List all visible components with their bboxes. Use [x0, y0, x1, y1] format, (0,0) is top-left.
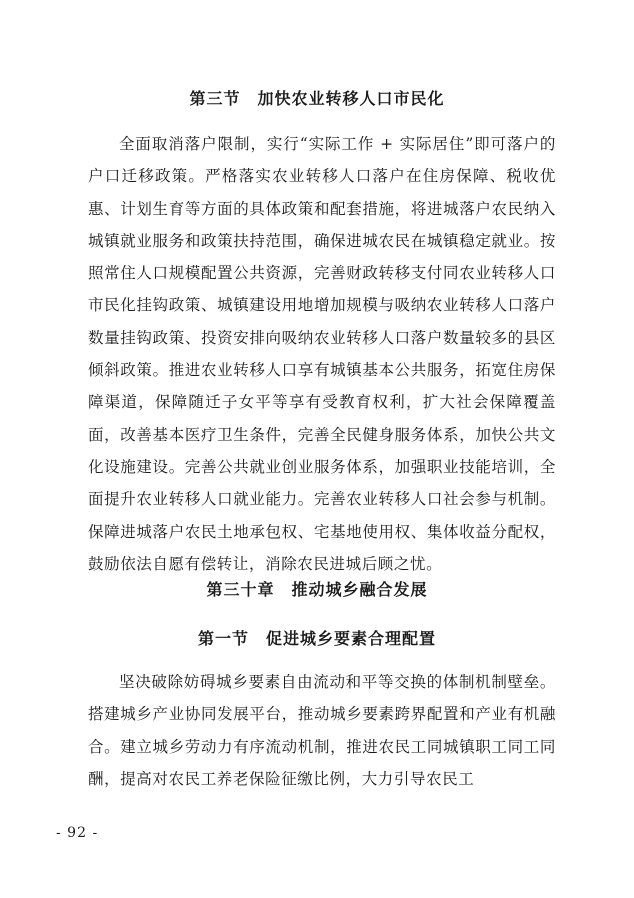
paragraph-factor-allocation: 坚决破除妨碍城乡要素自由流动和平等交换的体制机制壁垒。搭建城乡产业协同发展平台，推动城乡要素跨界配置和产业有机融合。建立城乡劳动力有序流动机制，推进农民工同城镇职工同工同酬，提高对农民工养老保险征缴比例，大力引导农民工 [88, 673, 556, 788]
paragraph-urbanization-policy: 全面取消落户限制，实行“实际工作 + 实际居住”即可落户的户口迁移政策。严格落实农业转移人口落户在住房保障、税收优惠、计划生育等方面的具体政策和配套措施，将进城落户农民纳入城镇就业服务和政策扶持范围，确保进城农民在城镇稳定就业。按照常住人口规模配置公共资源，完善财政转移支付同农业转移人口市民化挂钩政策、城镇建设用地增加规模与吸纳农业转移人口落户数量挂钩政策、投资安排向吸纳农业转移人口落户数量较多的县区倾斜政策。推进农业转移人口享有城镇基本公共服务，拓宽住房保障渠道，保障随迁子女平等享有受教育权利，扩大社会保障覆盖面，改善基本医疗卫生条件，完善全民健身服务体系，加快公共文化设施建设。完善公共就业创业服务体系，加强职业技能培训，全面提升农业转移人口就业能力。完善农业转移人口社会参与机制。保障进城落户农民土地承包权、宅基地使用权、集体收益分配权，鼓励依法自愿有偿转让，消除农民进城后顾之忧。 [88, 135, 556, 573]
section-1-title: 第一节 促进城乡要素合理配置 [197, 629, 436, 648]
chapter-30-title: 第三十章 推动城乡融合发展 [206, 580, 428, 599]
section-3-title: 第三节 加快农业转移人口市民化 [189, 89, 445, 108]
page-number: - 92 - [56, 825, 99, 841]
